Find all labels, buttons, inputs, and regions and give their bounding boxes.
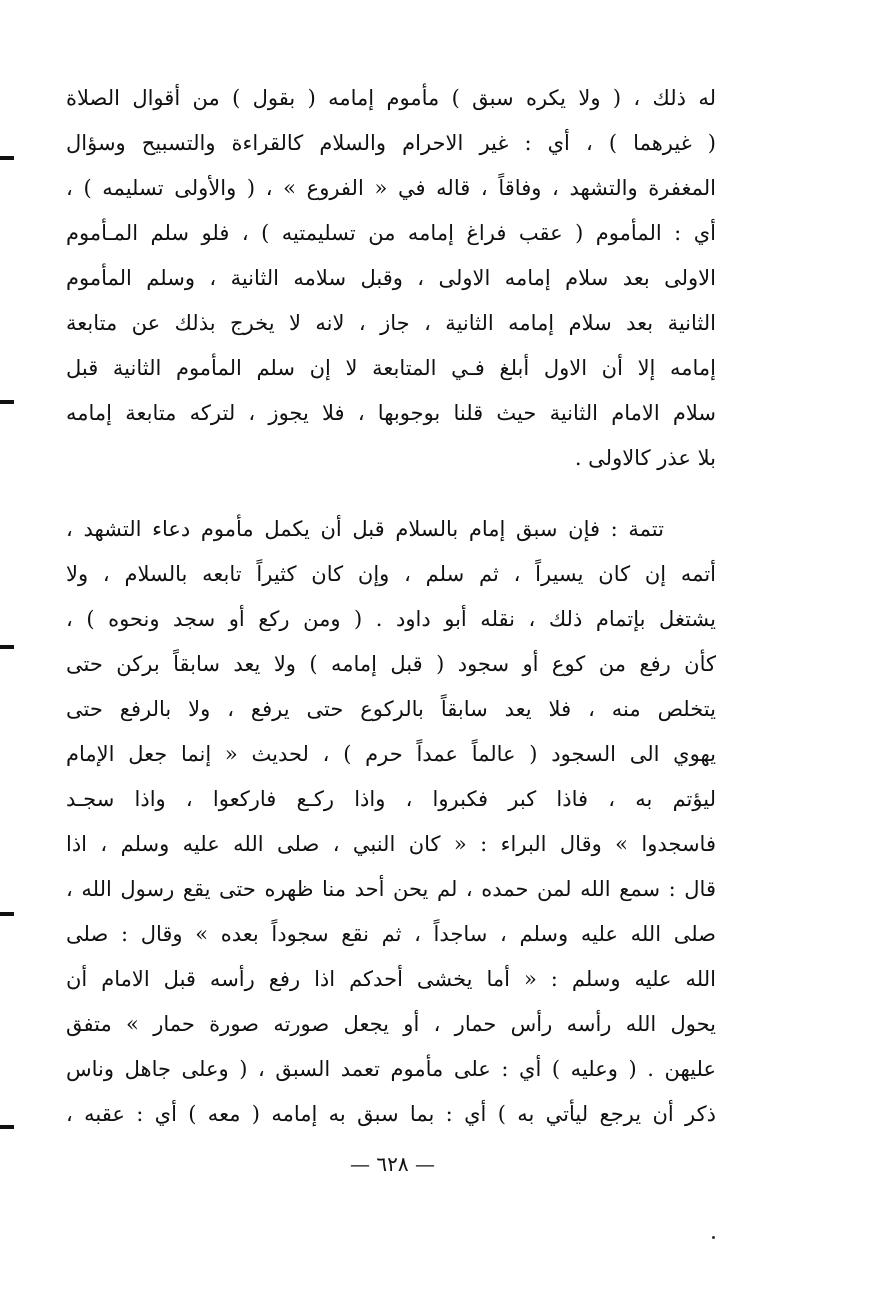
text-line: الثانية بعد سلام إمامه الثانية ، جاز ، لانه لا يخرج بذلك عن متابعة	[66, 311, 716, 335]
text-line: إمامه إلا أن الاول أبلغ فـي المتابعة لا إن سلم المأموم الثانية قبل	[66, 356, 716, 380]
margin-mark	[0, 645, 14, 649]
text-line: يحول الله رأسه رأس حمار ، أو يجعل صورته صورة حمار » متفق	[66, 1012, 716, 1036]
text-line: يشتغل بإتمام ذلك ، نقله أبو داود . ( ومن ركع أو سجد ونحوه ) ،	[66, 607, 716, 631]
margin-mark	[0, 400, 14, 404]
text-line: يهوي الى السجود ( عالماً عمداً حرم ) ، لحديث « إنما جعل الإمام	[66, 742, 716, 766]
text-line: تتمة : فإن سبق إمام بالسلام قبل أن يكمل مأموم دعاء التشهد ،	[66, 517, 664, 541]
text-line: كأن رفع من كوع أو سجود ( قبل إمامه ) ولا يعد سابقاً بركن حتى	[66, 652, 716, 676]
page-number: — ٦٢٨ —	[350, 1152, 435, 1176]
text-line: الاولى بعد سلام إمامه الاولى ، وقبل سلامه الثانية ، وسلم المأموم	[66, 266, 716, 290]
text-line: قال : سمع الله لمن حمده ، لم يحن أحد منا ظهره حتى يقع رسول الله ،	[66, 877, 716, 901]
text-line: المغفرة والتشهد ، وفاقاً ، قاله في « الفروع » ، ( والأولى تسليمه ) ،	[66, 176, 716, 200]
text-line: بلا عذر كالاولى .	[574, 446, 716, 470]
text-line: ( غيرهما ) ، أي : غير الاحرام والسلام كالقراءة والتسبيح وسؤال	[66, 131, 716, 155]
text-line: ذكر أن يرجع ليأتي به ) أي : بما سبق به إمامه ( معه ) أي : عقبه ،	[66, 1102, 716, 1126]
text-line: أي : المأموم ( عقب فراغ إمامه من تسليمتيه ) ، فلو سلم المـأموم	[66, 221, 716, 245]
text-line: له ذلك ، ( ولا يكره سبق ) مأموم إمامه ( بقول ) من أقوال الصلاة	[66, 86, 716, 110]
paragraph-1	[66, 76, 716, 481]
text-line: يتخلص منه ، فلا يعد سابقاً بالركوع حتى يرفع ، ولا بالرفع حتى	[66, 697, 716, 721]
text-line: أتمه إن كان يسيراً ، ثم سلم ، وإن كان كثيراً تابعه بالسلام ، ولا	[66, 562, 716, 586]
text-line: الله عليه وسلم : « أما يخشى أحدكم اذا رفع رأسه قبل الامام أن	[66, 967, 716, 991]
speck-mark	[712, 1236, 715, 1239]
margin-mark	[0, 156, 14, 160]
margin-mark	[0, 912, 14, 916]
text-line: سلام الامام الثانية حيث قلنا بوجوبها ، فلا يجوز ، لتركه متابعة إمامه	[66, 401, 716, 425]
paragraph-2	[66, 507, 716, 1137]
text-line: ليؤتم به ، فاذا كبر فكبروا ، واذا ركـع فاركعوا ، واذا سجـد	[66, 787, 716, 811]
margin-mark	[0, 1125, 14, 1129]
text-line: عليهن . ( وعليه ) أي : على مأموم تعمد السبق ، ( وعلى جاهل وناس	[66, 1057, 716, 1081]
text-line: فاسجدوا » وقال البراء : « كان النبي ، صلى الله عليه وسلم ، اذا	[66, 832, 716, 856]
text-line: صلى الله عليه وسلم ، ساجداً ، ثم نقع سجوداً بعده » وقال : صلى	[66, 922, 716, 946]
